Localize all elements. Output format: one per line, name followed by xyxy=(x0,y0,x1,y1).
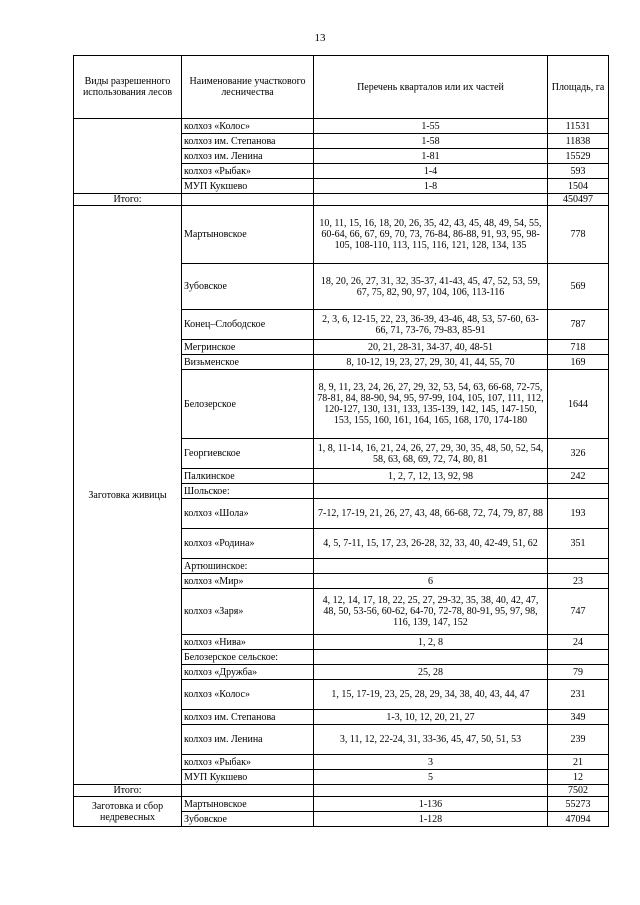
quarters-cell: 3 xyxy=(314,755,548,770)
header-quarters-list: Перечень кварталов или их частей xyxy=(314,56,548,119)
area-cell: 787 xyxy=(548,310,609,340)
quarters-cell: 1-136 xyxy=(314,797,548,812)
area-cell xyxy=(548,484,609,499)
quarters-cell: 18, 20, 26, 27, 31, 32, 35-37, 41-43, 45, 47, 52, 53, 59, 67, 75, 82, 90, 97, 104, 106, 113-116 xyxy=(314,264,548,310)
area-cell: 47094 xyxy=(548,812,609,827)
forestry-name-cell: Конец–Слободское xyxy=(182,310,314,340)
quarters-cell: 1-128 xyxy=(314,812,548,827)
quarters-cell: 10, 11, 15, 16, 18, 20, 26, 35, 42, 43, 45, 48, 49, 54, 55, 60-64, 66, 67, 69, 70, 73, 76-84, 86-88, 91, 93, 95, 98-105, 108-110, 113, 115, 116, 121, 128, 134, 135 xyxy=(314,206,548,264)
header-use-types: Виды разрешенного использования лесов xyxy=(74,56,182,119)
quarters-cell xyxy=(314,650,548,665)
area-cell xyxy=(548,559,609,574)
area-cell: 778 xyxy=(548,206,609,264)
area-cell: 11838 xyxy=(548,134,609,149)
table-row xyxy=(74,797,609,812)
quarters-cell: 4, 12, 14, 17, 18, 22, 25, 27, 29-32, 35, 38, 40, 42, 47, 48, 50, 53-56, 60-62, 64-70, 72-78, 80-91, 95, 97, 98, 116, 139, 147, 152 xyxy=(314,589,548,635)
forestry-name-cell: Георгиевское xyxy=(182,439,314,469)
forestry-name-cell: колхоз «Мир» xyxy=(182,574,314,589)
area-cell: 23 xyxy=(548,574,609,589)
use-type-cell: Заготовка и сбор недревесных xyxy=(74,797,182,827)
forestry-name-cell: колхоз «Нива» xyxy=(182,635,314,650)
forestry-name-cell: колхоз «Шола» xyxy=(182,499,314,529)
area-cell: 351 xyxy=(548,529,609,559)
forest-use-table xyxy=(73,55,609,827)
page-number: 13 xyxy=(314,32,326,44)
quarters-cell: 1-4 xyxy=(314,164,548,179)
table-row xyxy=(74,206,609,264)
quarters-cell: 1-55 xyxy=(314,119,548,134)
forestry-name-cell: Зубовское xyxy=(182,264,314,310)
quarters-cell: 1, 2, 7, 12, 13, 92, 98 xyxy=(314,469,548,484)
total-empty-cell xyxy=(314,785,548,797)
forestry-name-cell: Шольское: xyxy=(182,484,314,499)
area-cell: 11531 xyxy=(548,119,609,134)
total-area: 450497 xyxy=(548,194,609,206)
quarters-cell: 8, 10-12, 19, 23, 27, 29, 30, 41, 44, 55, 70 xyxy=(314,355,548,370)
header-forestry-name: Наименование участкового лесничества xyxy=(182,56,314,119)
quarters-cell: 1-81 xyxy=(314,149,548,164)
total-empty-cell xyxy=(314,194,548,206)
area-cell: 24 xyxy=(548,635,609,650)
quarters-cell: 5 xyxy=(314,770,548,785)
quarters-cell: 1, 15, 17-19, 23, 25, 28, 29, 34, 38, 40, 43, 44, 47 xyxy=(314,680,548,710)
area-cell: 15529 xyxy=(548,149,609,164)
total-row xyxy=(74,785,609,797)
quarters-cell: 7-12, 17-19, 21, 26, 27, 43, 48, 66-68, 72, 74, 79, 87, 88 xyxy=(314,499,548,529)
total-area: 7502 xyxy=(548,785,609,797)
area-cell: 55273 xyxy=(548,797,609,812)
area-cell: 21 xyxy=(548,755,609,770)
area-cell: 242 xyxy=(548,469,609,484)
quarters-cell: 3, 11, 12, 22-24, 31, 33-36, 45, 47, 50, 51, 53 xyxy=(314,725,548,755)
area-cell: 747 xyxy=(548,589,609,635)
forestry-name-cell: Палкинское xyxy=(182,469,314,484)
forestry-name-cell: Артюшинское: xyxy=(182,559,314,574)
quarters-cell: 1, 8, 11-14, 16, 21, 24, 26, 27, 29, 30, 35, 48, 50, 52, 54, 58, 63, 68, 69, 72, 74, 80, 81 xyxy=(314,439,548,469)
use-type-cell xyxy=(74,119,182,194)
forestry-name-cell: Белозерское сельское: xyxy=(182,650,314,665)
forestry-name-cell: Мартыновское xyxy=(182,797,314,812)
forestry-name-cell: колхоз им. Степанова xyxy=(182,710,314,725)
quarters-cell: 8, 9, 11, 23, 24, 26, 27, 29, 32, 53, 54, 63, 66-68, 72-75, 78-81, 84, 88-90, 94, 95, 97-99, 104, 105, 107, 111, 112, 120-127, 130, 131, 133, 135-139, 142, 145, 147-150, 153, 155, 160, 161, 164, 165, 168, 170, 174-180 xyxy=(314,370,548,439)
area-cell: 239 xyxy=(548,725,609,755)
quarters-cell: 2, 3, 6, 12-15, 22, 23, 36-39, 43-46, 48, 53, 57-60, 63-66, 71, 73-76, 79-83, 85-91 xyxy=(314,310,548,340)
quarters-cell: 20, 21, 28-31, 34-37, 40, 48-51 xyxy=(314,340,548,355)
area-cell: 326 xyxy=(548,439,609,469)
quarters-cell: 1-8 xyxy=(314,179,548,194)
forestry-name-cell: Белозерское xyxy=(182,370,314,439)
forestry-name-cell: колхоз «Заря» xyxy=(182,589,314,635)
forestry-name-cell: колхоз «Дружба» xyxy=(182,665,314,680)
forestry-name-cell: колхоз им. Ленина xyxy=(182,149,314,164)
forestry-name-cell: МУП Кукшево xyxy=(182,179,314,194)
quarters-cell: 1-58 xyxy=(314,134,548,149)
area-cell: 593 xyxy=(548,164,609,179)
quarters-cell: 6 xyxy=(314,574,548,589)
quarters-cell: 4, 5, 7-11, 15, 17, 23, 26-28, 32, 33, 40, 42-49, 51, 62 xyxy=(314,529,548,559)
quarters-cell: 1-3, 10, 12, 20, 21, 27 xyxy=(314,710,548,725)
forestry-name-cell: колхоз «Рыбак» xyxy=(182,164,314,179)
area-cell: 349 xyxy=(548,710,609,725)
total-row xyxy=(74,194,609,206)
area-cell: 718 xyxy=(548,340,609,355)
forestry-name-cell: Мартыновское xyxy=(182,206,314,264)
use-type-cell: Заготовка живицы xyxy=(74,206,182,785)
table-row xyxy=(74,119,609,134)
area-cell: 1504 xyxy=(548,179,609,194)
forestry-name-cell: колхоз им. Степанова xyxy=(182,134,314,149)
area-cell: 1644 xyxy=(548,370,609,439)
total-label: Итого: xyxy=(74,785,182,797)
total-label: Итого: xyxy=(74,194,182,206)
forestry-name-cell: колхоз им. Ленина xyxy=(182,725,314,755)
total-empty-cell xyxy=(182,785,314,797)
area-cell: 169 xyxy=(548,355,609,370)
forestry-name-cell: Зубовское xyxy=(182,812,314,827)
table-header-row xyxy=(74,56,609,119)
quarters-cell: 25, 28 xyxy=(314,665,548,680)
quarters-cell: 1, 2, 8 xyxy=(314,635,548,650)
forestry-name-cell: колхоз «Колос» xyxy=(182,680,314,710)
forestry-name-cell: колхоз «Родина» xyxy=(182,529,314,559)
area-cell: 12 xyxy=(548,770,609,785)
forestry-name-cell: колхоз «Рыбак» xyxy=(182,755,314,770)
area-cell: 569 xyxy=(548,264,609,310)
area-cell: 79 xyxy=(548,665,609,680)
area-cell xyxy=(548,650,609,665)
quarters-cell xyxy=(314,484,548,499)
forestry-name-cell: Мегринское xyxy=(182,340,314,355)
area-cell: 231 xyxy=(548,680,609,710)
forestry-name-cell: колхоз «Колос» xyxy=(182,119,314,134)
forestry-name-cell: Визьменское xyxy=(182,355,314,370)
area-cell: 193 xyxy=(548,499,609,529)
total-empty-cell xyxy=(182,194,314,206)
quarters-cell xyxy=(314,559,548,574)
table-body xyxy=(74,119,609,827)
forestry-name-cell: МУП Кукшево xyxy=(182,770,314,785)
header-area: Площадь, га xyxy=(548,56,609,119)
